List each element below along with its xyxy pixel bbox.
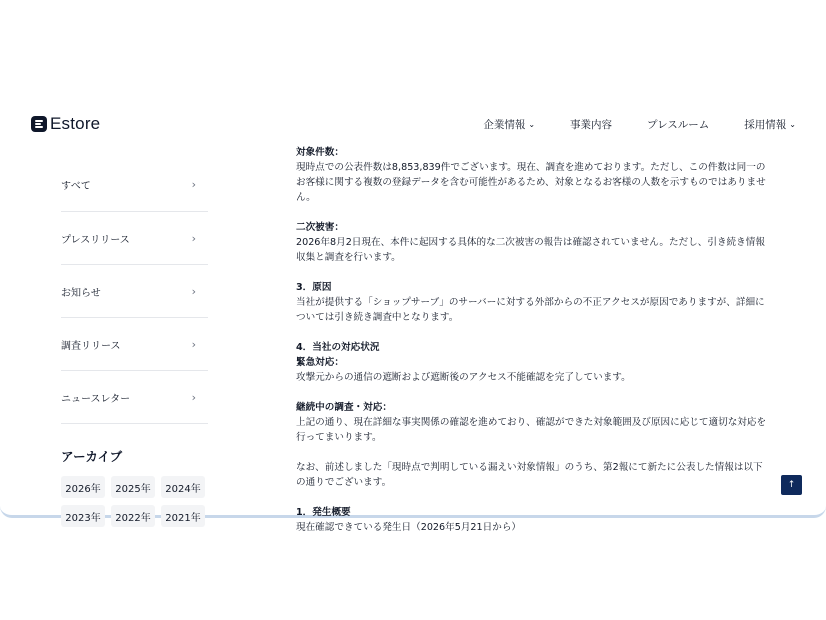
chevron-right-icon: › xyxy=(191,231,196,245)
sidebar-item-press-release[interactable] xyxy=(61,212,208,265)
year-2026[interactable]: 2026年 xyxy=(61,476,105,498)
nav-label: 採用情報 xyxy=(744,119,787,131)
paragraph: 当社が提供する「ショップサーブ」のサーバーに対する外部からの不正アクセスが原因でありますが、詳細については引き続き調査中となります。 xyxy=(296,297,765,323)
article-body xyxy=(296,145,771,535)
sidebar-item-label: プレスリリース xyxy=(61,234,130,246)
chevron-down-icon: ⌄ xyxy=(789,120,796,129)
paragraph: なお、前述しました「現時点で判明している漏えい対象情報」のうち、第2報にて新たに公表した情報は以下の通りでございます。 xyxy=(296,462,763,488)
section-heading: 1．発生概要 xyxy=(296,507,351,518)
sidebar-item-news[interactable] xyxy=(61,265,208,318)
section-heading: 3．原因 xyxy=(296,282,332,293)
nav-label: 企業情報 xyxy=(483,119,526,131)
section-heading: 対象件数： xyxy=(296,147,344,158)
chevron-right-icon: › xyxy=(191,178,196,191)
arrow-up-icon: ↑ xyxy=(787,480,796,490)
nav-business[interactable] xyxy=(570,117,612,132)
paragraph: 攻撃元からの通信の遮断および遮断後のアクセス不能確認を完了しています。 xyxy=(296,372,631,383)
year-2021[interactable]: 2021年 xyxy=(161,505,205,527)
estore-logo[interactable] xyxy=(31,113,100,135)
back-to-top-button[interactable] xyxy=(781,475,802,495)
section-heading: 4．当社の対応状況 xyxy=(296,342,380,353)
year-2023[interactable]: 2023年 xyxy=(61,505,105,527)
archive-years xyxy=(61,476,213,527)
nav-label: プレスルーム xyxy=(647,119,710,131)
paragraph: 2026年8月2日現在、本件に起因する具体的な二次被害の報告は確認されていません。ただし、引き続き情報収集と調査を行います。 xyxy=(296,237,765,263)
section-heading: 二次被害： xyxy=(296,222,344,233)
chevron-right-icon: › xyxy=(191,337,196,351)
year-2025[interactable]: 2025年 xyxy=(111,476,155,498)
nav-recruit[interactable] xyxy=(744,117,796,132)
nav-label: 事業内容 xyxy=(570,119,613,131)
paragraph: 上記の通り、現在詳細な事実関係の確認を進めており、確認ができた対象範囲及び原因に応じて適切な対応を行ってまいります。 xyxy=(296,417,767,443)
category-sidebar xyxy=(61,158,208,424)
estore-logo-icon xyxy=(31,116,47,132)
archive-title: アーカイブ xyxy=(61,449,123,464)
sidebar-item-research-release[interactable] xyxy=(61,318,208,371)
sidebar-item-newsletter[interactable] xyxy=(61,371,208,424)
sidebar-item-label: すべて xyxy=(61,181,91,192)
chevron-right-icon: › xyxy=(191,284,196,298)
year-2024[interactable]: 2024年 xyxy=(161,476,205,498)
paragraph: 現在確認できている発生日（2026年5月21日から） xyxy=(296,522,522,533)
sidebar-item-label: 調査リリース xyxy=(61,340,121,352)
nav-pressroom[interactable] xyxy=(647,117,709,132)
subsection-heading: 継続中の調査・対応： xyxy=(296,402,392,413)
year-2022[interactable]: 2022年 xyxy=(111,505,155,527)
logo-text: Estore xyxy=(50,114,101,133)
sidebar-item-label: お知らせ xyxy=(61,287,101,299)
main-nav xyxy=(448,117,796,132)
sidebar-item-label: ニュースレター xyxy=(61,393,131,405)
subsection-heading: 緊急対応： xyxy=(296,357,344,368)
sidebar-item-all[interactable] xyxy=(61,158,208,212)
chevron-down-icon: ⌄ xyxy=(528,120,536,129)
chevron-right-icon: › xyxy=(191,390,196,404)
paragraph: 現時点での公表件数は8,853,839件でございます。現在、調査を進めております。ただし、この件数は同一のお客様に関する複数の登録データを含む可能性があるため、対象となるお客様の人数を示すものではありません。 xyxy=(296,162,766,203)
nav-company-info[interactable] xyxy=(483,117,535,132)
